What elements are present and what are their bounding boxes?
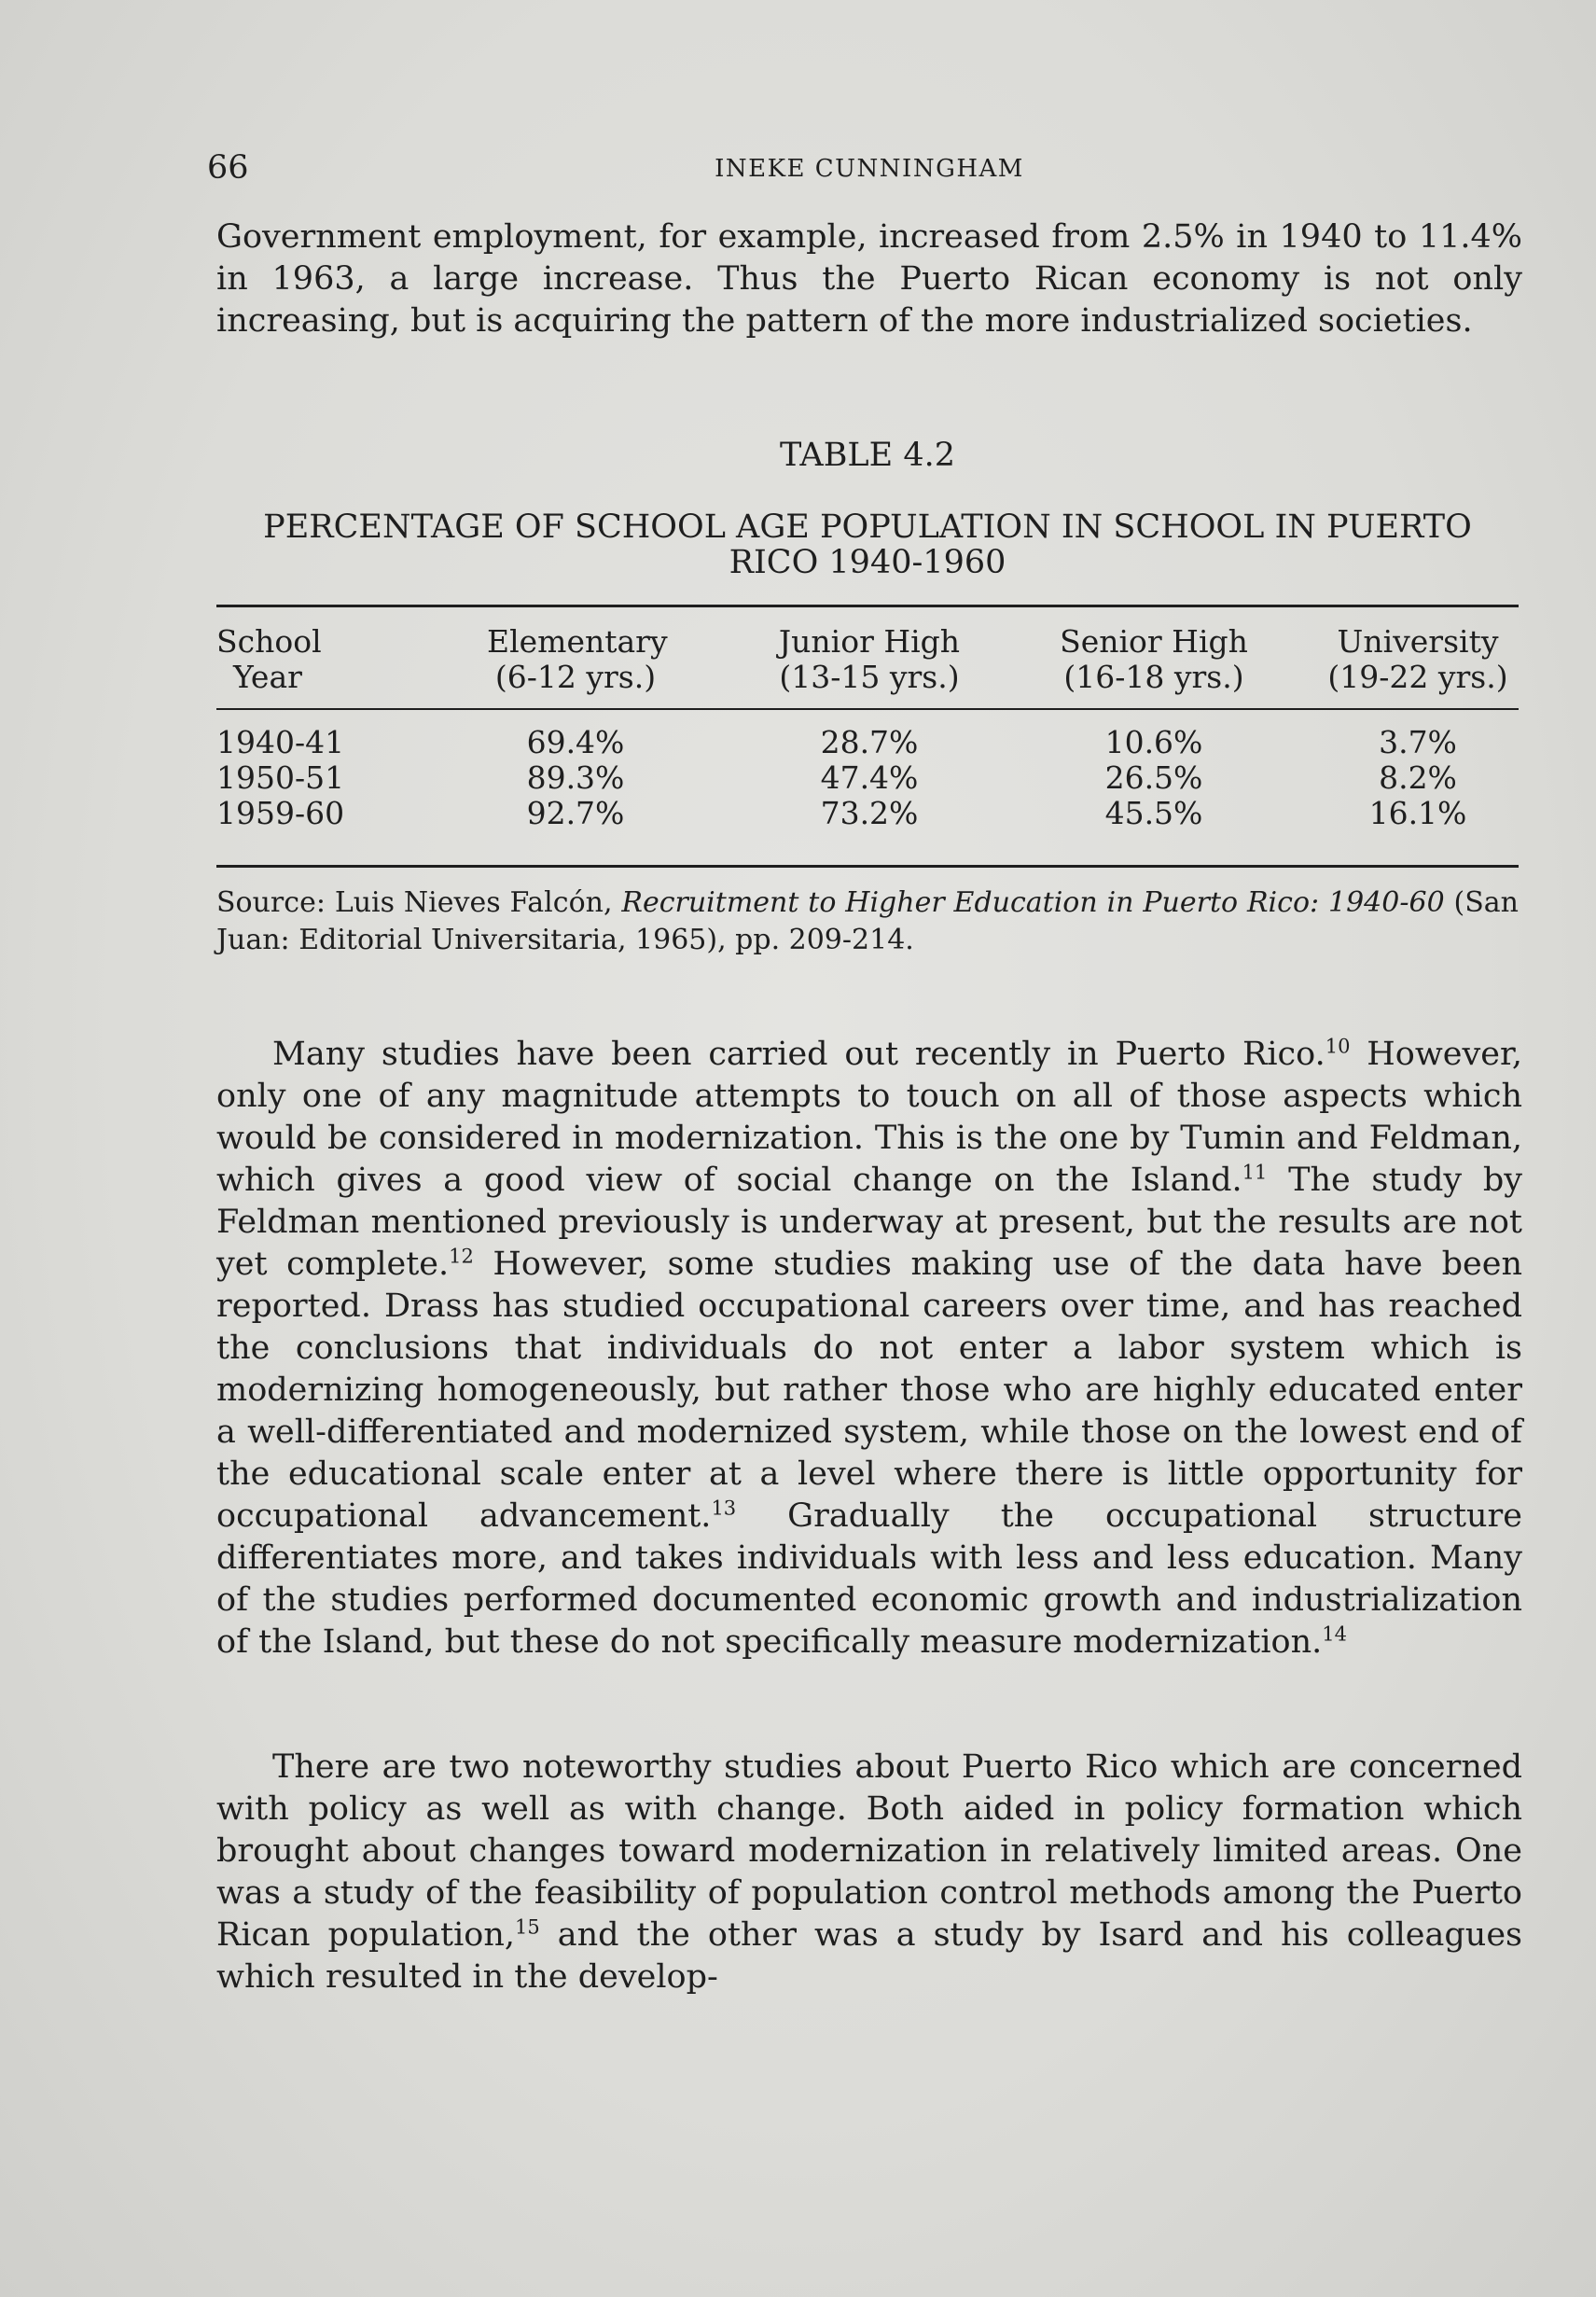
cell-year: 1959-60 <box>216 795 345 831</box>
body-paragraph-3 <box>216 1747 1522 1998</box>
text-run: However, some studies making use of the data have been reported. Drass has studied occupational careers over time, and has reached the conclusions that individuals do not enter a labor system which is modernizing homogeneously, but rather those who are highly educated enter a well-differentiated and modernized system, while those on the lowest end of the educational scale enter at a level where there is little opportunity for occupational advancement. <box>216 1246 1522 1535</box>
col-header-university: University <box>1337 623 1499 660</box>
table-header-row-1 <box>216 624 1519 660</box>
footnote-ref: 12 <box>449 1245 474 1268</box>
cell-elementary: 69.4% <box>526 724 625 760</box>
cell-elementary: 92.7% <box>526 795 625 831</box>
page-number: 66 <box>207 149 249 187</box>
cell-year: 1950-51 <box>216 759 345 796</box>
text-run: The study by Feldman mentioned previously is underway at present, but the results are not yet complete. <box>216 1162 1522 1283</box>
cell-junior-high: 28.7% <box>820 724 919 760</box>
col-header-year: Year <box>233 659 302 695</box>
table-number: TABLE 4.2 <box>779 437 955 474</box>
col-header-elementary: Elementary <box>487 623 668 660</box>
table-body <box>216 710 1519 865</box>
cell-year: 1940-41 <box>216 724 345 760</box>
table-row <box>216 760 1519 796</box>
footnote-ref: 11 <box>1242 1161 1268 1184</box>
cell-senior-high: 10.6% <box>1104 724 1203 760</box>
intro-paragraph: Government employment, for example, increased from 2.5% in 1940 to 11.4% in 1963, a large increase. Thus the Puerto Rican economy is not only increasing, but is acquiring the pattern of the more industrialized societies. <box>216 218 1522 340</box>
cell-junior-high: 73.2% <box>820 795 919 831</box>
table-header-row-2 <box>216 660 1519 695</box>
col-header-university-ages: (19-22 yrs.) <box>1327 659 1508 695</box>
body-paragraph-2 <box>216 1034 1522 1664</box>
source-prefix: Source: Luis Nieves Falcón, <box>216 886 622 919</box>
cell-junior-high: 47.4% <box>820 759 919 796</box>
text-run: and the other was a study by Isard and his colleagues which resulted in the develop- <box>216 1916 1522 1996</box>
footnote-ref: 10 <box>1325 1035 1351 1058</box>
page-header <box>207 149 1532 187</box>
col-header-school: School <box>216 623 322 660</box>
table-row <box>216 725 1519 760</box>
footnote-ref: 14 <box>1322 1622 1348 1646</box>
cell-university: 16.1% <box>1368 795 1467 831</box>
table-4-2 <box>216 437 1519 959</box>
text-run: There are two noteworthy studies about Puerto Rico which are concerned with policy as well as with change. Both aided in policy formation which brought about changes toward modernization in relatively limited areas. One was a study of the feasibility of population control methods among the Puerto Rican population, <box>216 1748 1522 1954</box>
col-header-senior-high: Senior High <box>1060 623 1248 660</box>
source-suffix: (San Juan: Editorial Universitaria, 1965), pp. 209-214. <box>216 886 1519 956</box>
col-header-senior-high-ages: (16-18 yrs.) <box>1063 659 1244 695</box>
cell-elementary: 89.3% <box>526 759 625 796</box>
footnote-ref: 15 <box>515 1915 540 1939</box>
text-run: However, only one of any magnitude attempts to touch on all of those aspects which would be considered in modernization. This is the one by Tumin and Feldman, which gives a good view of social change on the Island. <box>216 1036 1522 1199</box>
text-run: Many studies have been carried out recently in Puerto Rico. <box>272 1036 1325 1073</box>
table-source-note <box>216 884 1519 959</box>
cell-senior-high: 45.5% <box>1104 795 1203 831</box>
text-run: Gradually the occupational structure differentiates more, and takes individuals with less and less education. Many of the studies performed documented economic growth and industrialization of the Island, but these do not specifically measure modernization. <box>216 1497 1522 1661</box>
cell-senior-high: 26.5% <box>1104 759 1203 796</box>
cell-university: 8.2% <box>1379 759 1457 796</box>
table-header <box>216 607 1519 708</box>
table-title: PERCENTAGE OF SCHOOL AGE POPULATION IN SCHOOL IN PUERTO RICO 1940-1960 <box>263 508 1472 581</box>
cell-university: 3.7% <box>1379 724 1457 760</box>
col-header-elementary-ages: (6-12 yrs.) <box>494 659 657 695</box>
source-title: Recruitment to Higher Education in Puerto Rico: 1940-60 <box>621 886 1445 919</box>
footnote-ref: 13 <box>711 1497 737 1520</box>
table-bottom-rule <box>216 865 1519 868</box>
col-header-junior-high-ages: (13-15 yrs.) <box>779 659 960 695</box>
col-header-junior-high: Junior High <box>778 623 961 660</box>
table-row <box>216 796 1519 831</box>
running-head: INEKE CUNNINGHAM <box>715 155 1024 183</box>
